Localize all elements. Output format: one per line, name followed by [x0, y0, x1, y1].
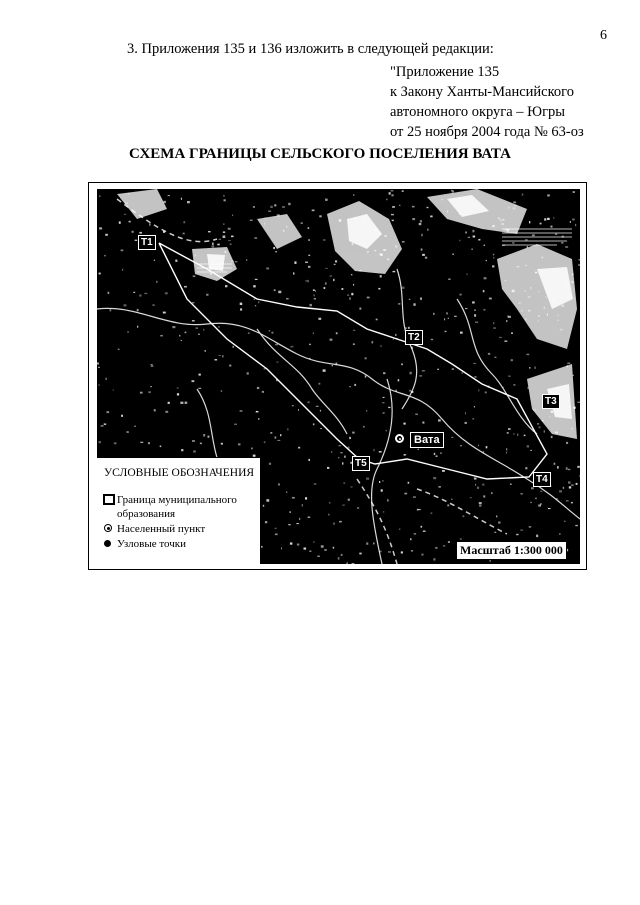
scheme-title: СХЕМА ГРАНИЦЫ СЕЛЬСКОГО ПОСЕЛЕНИЯ ВАТА [129, 146, 511, 162]
map-legend [97, 457, 261, 564]
point-label-t5: Т5 [352, 456, 370, 471]
settlement-label: Вата [410, 432, 444, 448]
appendix-line: автономного округа – Югры [390, 104, 566, 120]
node-dot-icon [104, 540, 111, 547]
appendix-reference [390, 62, 584, 142]
point-label-t3: Т3 [542, 394, 560, 409]
legend-boundary [103, 494, 237, 506]
intro-paragraph: 3. Приложения 135 и 136 изложить в следующей редакции: [127, 41, 494, 57]
legend-nodes [103, 538, 186, 550]
settlement-ring-icon [104, 524, 112, 532]
page-number: 6 [600, 28, 607, 43]
legend-nodes-label: Узловые точки [117, 538, 187, 550]
appendix-line: от 25 ноября 2004 года № 63-оз [390, 124, 584, 140]
point-label-t2: Т2 [405, 330, 423, 345]
point-label-t1: Т1 [138, 235, 156, 250]
legend-title: УСЛОВНЫЕ ОБОЗНАЧЕНИЯ [104, 467, 255, 479]
legend-boundary-label: Граница муниципального [117, 494, 237, 506]
appendix-line: "Приложение 135 [390, 64, 500, 80]
point-label-t4: Т4 [533, 472, 551, 487]
appendix-line: к Закону Ханты-Мансийского [390, 84, 575, 100]
legend-settlement-label: Населенный пункт [117, 523, 206, 535]
settlement-marker-icon [395, 434, 404, 443]
legend-settlement [103, 523, 205, 535]
legend-boundary-cont: образования [117, 508, 176, 520]
boundary-square-icon [103, 494, 115, 505]
map-scale: Масштаб 1:300 000 [456, 541, 567, 560]
